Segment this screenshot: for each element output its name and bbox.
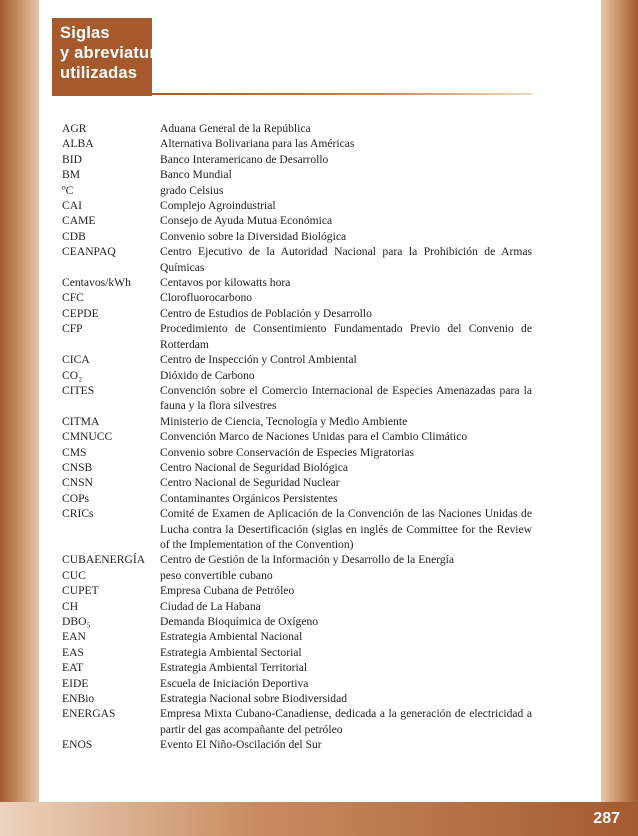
abbreviation-entry — [62, 198, 532, 213]
abbreviation-definition: Evento El Niño-Oscilación del Sur — [160, 738, 322, 752]
abbreviation-term: BID — [62, 152, 82, 166]
abbreviation-definition: Banco Mundial — [160, 168, 232, 182]
abbreviation-term: ENOS — [62, 738, 93, 752]
abbreviation-definition: Centro Nacional de Seguridad Nuclear — [160, 476, 340, 490]
abbreviation-definition: Centro de Inspección y Control Ambiental — [160, 353, 357, 367]
abbreviation-term: CUPET — [62, 584, 99, 598]
abbreviation-term: EAN — [62, 630, 86, 644]
abbreviation-term: CH — [62, 599, 79, 613]
abbreviation-definition: Convención Marco de Naciones Unidas para el Cambio Climático — [160, 430, 468, 444]
title-divider — [152, 93, 532, 95]
abbreviation-term: CDB — [62, 229, 86, 243]
abbreviation-term: ENBio — [62, 692, 95, 706]
abbreviation-term: ENERGAS — [62, 707, 116, 721]
abbreviation-definition: Centro de Estudios de Población y Desarrollo — [160, 306, 372, 320]
abbreviation-definition: Ministerio de Ciencia, Tecnología y Medio Ambiente — [160, 414, 408, 428]
abbreviation-entry — [62, 475, 532, 490]
abbreviation-definition: Demanda Bioquímica de Oxígeno — [160, 615, 319, 628]
abbreviation-definition: Banco Interamericano de Desarrollo — [160, 152, 329, 166]
abbreviation-term: CFP — [62, 322, 83, 336]
abbreviation-definition: Contaminantes Orgánicos Persistentes — [160, 491, 338, 505]
abbreviation-definition: Empresa Mixta Cubano-Canadiense, dedicada a la generación de electricidad a partir del gas acompañante del petróleo — [160, 707, 532, 736]
abbreviation-entry — [62, 352, 532, 367]
abbreviation-term: CNSN — [62, 476, 93, 490]
abbreviation-term: CRICs — [62, 507, 94, 521]
abbreviation-entry — [62, 121, 532, 136]
abbreviation-entry — [62, 244, 532, 275]
section-title-line-1: Siglas — [60, 24, 110, 42]
section-title-box — [52, 18, 175, 96]
abbreviation-entry — [62, 676, 532, 691]
abbreviation-definition: Aduana General de la República — [160, 122, 311, 135]
abbreviation-definition: Centro Ejecutivo de la Autoridad Nacional para la Prohibición de Armas Químicas — [160, 245, 532, 274]
abbreviation-definition: Complejo Agroindustrial — [160, 199, 276, 213]
abbreviation-term: CNSB — [62, 460, 93, 474]
abbreviation-definition: Convenio sobre Conservación de Especies Migratorias — [160, 445, 415, 459]
abbreviation-definition: Centro Nacional de Seguridad Biológica — [160, 460, 349, 474]
abbreviation-entry — [62, 183, 532, 198]
abbreviation-entry — [62, 460, 532, 475]
abbreviation-entry — [62, 290, 532, 305]
abbreviation-term: ºC — [62, 183, 74, 197]
abbreviation-definition: Clorofluorocarbono — [160, 291, 253, 305]
abbreviation-entry — [62, 368, 532, 383]
abbreviation-entry — [62, 136, 532, 151]
abbreviation-definition: Estrategia Nacional sobre Biodiversidad — [160, 692, 348, 706]
abbreviation-term: EIDE — [62, 676, 89, 690]
abbreviation-term: CUC — [62, 568, 86, 582]
abbreviation-entry — [62, 383, 532, 414]
abbreviation-entry — [62, 706, 532, 737]
abbreviation-entry — [62, 660, 532, 675]
abbreviation-definition: Escuela de Iniciación Deportiva — [160, 676, 309, 690]
abbreviation-entry — [62, 167, 532, 182]
section-title-line-2: y abreviaturas — [60, 44, 175, 62]
abbreviation-term: CAI — [62, 199, 82, 213]
abbreviation-definition: Procedimiento de Consentimiento Fundamentado Previo del Convenio de Rotterdam — [160, 322, 532, 351]
abbreviation-term: CMS — [62, 445, 87, 459]
abbreviation-term: EAS — [62, 645, 84, 659]
abbreviation-entry — [62, 306, 532, 321]
page-number: 287 — [593, 810, 620, 827]
abbreviation-term: AGR — [62, 122, 87, 135]
footer-bar — [0, 802, 638, 836]
abbreviation-entry — [62, 691, 532, 706]
abbreviation-definition: Estrategia Ambiental Nacional — [160, 630, 303, 644]
abbreviation-term: CEPDE — [62, 306, 99, 320]
abbreviation-entry — [62, 275, 532, 290]
abbreviation-entry — [62, 737, 532, 752]
abbreviation-entry — [62, 583, 532, 598]
abbreviation-definition: grado Celsius — [160, 183, 224, 197]
abbreviation-definition: Estrategia Ambiental Territorial — [160, 661, 308, 675]
abbreviation-definition: Empresa Cubana de Petróleo — [160, 584, 295, 598]
abbreviation-entry — [62, 445, 532, 460]
abbreviation-term: CITMA — [62, 414, 100, 428]
abbreviation-entry — [62, 599, 532, 614]
abbreviation-entry — [62, 213, 532, 228]
abbreviation-entry — [62, 629, 532, 644]
abbreviation-term: EAT — [62, 661, 84, 675]
left-decorative-band — [0, 0, 39, 836]
abbreviation-entry — [62, 321, 532, 352]
abbreviation-term: CFC — [62, 291, 84, 305]
abbreviation-definition: Consejo de Ayuda Mutua Económica — [160, 214, 333, 228]
abbreviation-definition: Convenio sobre la Diversidad Biológica — [160, 229, 347, 243]
abbreviation-list — [62, 121, 532, 753]
abbreviation-term: CITES — [62, 383, 95, 397]
abbreviation-entry — [62, 491, 532, 506]
abbreviation-term: CAME — [62, 214, 96, 228]
abbreviation-term: CUBAENERGÍA — [62, 553, 146, 567]
abbreviation-definition: Dióxido de Carbono — [160, 368, 255, 382]
abbreviation-entry — [62, 614, 532, 629]
abbreviation-definition: Centavos por kilowatts hora — [160, 276, 291, 290]
abbreviation-entry — [62, 414, 532, 429]
abbreviation-entry — [62, 229, 532, 244]
abbreviation-term: CEANPAQ — [62, 245, 116, 259]
abbreviation-entry — [62, 506, 532, 552]
abbreviation-term: CMNUCC — [62, 430, 113, 444]
abbreviation-term: Centavos/kWh — [62, 276, 131, 290]
abbreviation-entry — [62, 568, 532, 583]
section-title-line-3: utilizadas — [60, 64, 138, 82]
abbreviation-definition: Estrategia Ambiental Sectorial — [160, 645, 302, 659]
abbreviation-term: CICA — [62, 353, 90, 367]
abbreviation-term: COPs — [62, 491, 90, 505]
right-decorative-band — [601, 0, 638, 836]
abbreviation-term: CO₂ — [62, 368, 83, 382]
abbreviation-entry — [62, 152, 532, 167]
abbreviation-definition: Alternativa Bolivariana para las Américas — [160, 137, 355, 151]
abbreviation-entry — [62, 429, 532, 444]
abbreviation-definition: Centro de Gestión de la Información y Desarrollo de la Energía — [160, 553, 455, 567]
abbreviation-definition: Convención sobre el Comercio Internacional de Especies Amenazadas para la fauna y la flora silvestres — [160, 383, 532, 413]
abbreviation-term: DBO₅ — [62, 615, 91, 628]
abbreviation-entry — [62, 645, 532, 660]
abbreviation-definition: Ciudad de La Habana — [160, 599, 261, 613]
abbreviation-term: BM — [62, 168, 81, 182]
abbreviation-definition: peso convertible cubano — [160, 568, 273, 582]
abbreviation-definition: Comité de Examen de Aplicación de la Convención de las Naciones Unidas de Lucha contra la Desertificación (siglas en inglés de Committee for the Review of the Implementation of the Convention) — [160, 507, 532, 551]
abbreviation-entry — [62, 552, 532, 567]
abbreviation-term: ALBA — [62, 137, 94, 151]
